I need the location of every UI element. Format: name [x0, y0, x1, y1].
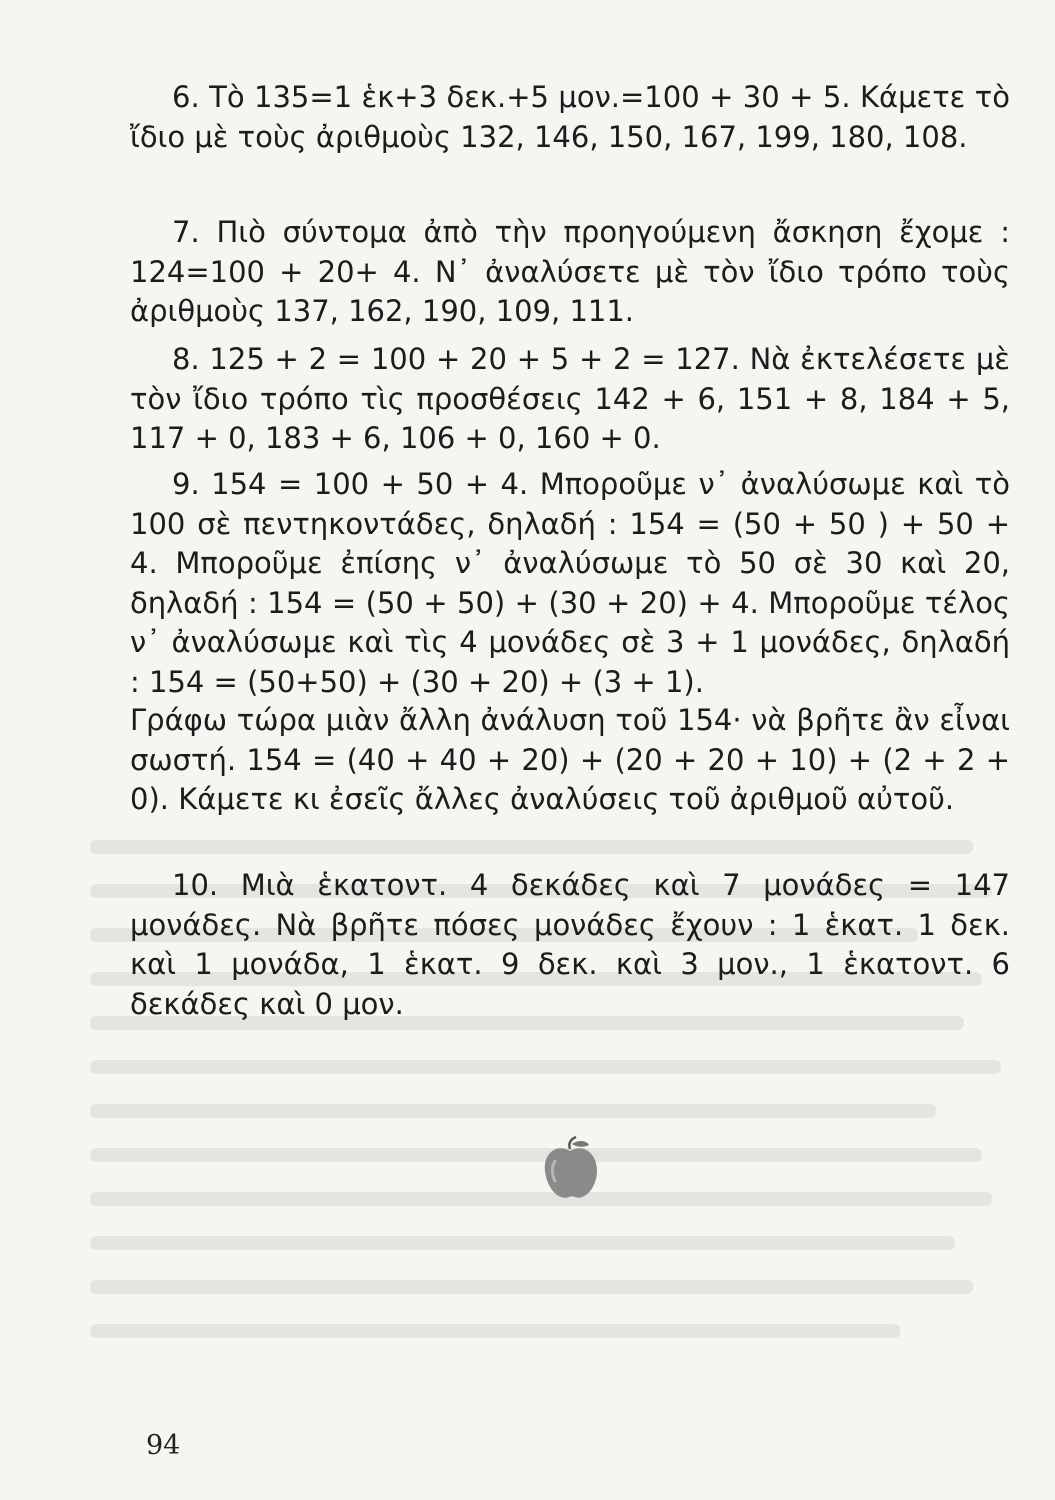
exercise-9: 9. 154 = 100 + 50 + 4. Μποροῦμε ν᾽ ἀναλύσωμε καὶ τὸ 100 σὲ πεντηκοντάδες, δηλαδή : 154 = (50 + 50 ) + 50 + 4. Μποροῦμε ἐπίσης ν᾽ ἀναλύσωμε τὸ 50 σὲ 30 καὶ 20, δηλαδή : 154 = (50 + 50) + (30 + 20) + 4. Μποροῦμε τέλος ν᾽ ἀναλύσωμε καὶ τὶς 4 μονάδες σὲ 3 + 1 μονάδες, δηλαδή : 154 = (50+50) + (30 + 20) + (3 + 1). [130, 467, 1010, 699]
exercise-7: 7. Πιὸ σύντομα ἀπὸ τὴν προηγούμενη ἄσκηση ἔχομε : 124=100 + 20+ 4. Ν᾽ ἀναλύσετε μὲ τὸν ἴδιο τρόπο τοὺς ἀριθμοὺς 137, 162, 190, 109, 111. [130, 215, 1010, 328]
exercise-9-continuation: Γράφω τώρα μιὰν ἄλλη ἀνάλυση τοῦ 154· νὰ βρῆτε ἂν εἶναι σωστή. 154 = (40 + 40 + 20) + (20 + 20 + 10) + (2 + 2 + 0). Κάμετε κι ἐσεῖς ἄλλες ἀναλύσεις τοῦ ἀριθμοῦ αὐτοῦ. [130, 703, 1010, 816]
exercise-10: 10. Μιὰ ἑκατοντ. 4 δεκάδες καὶ 7 μονάδες = 147 μονάδες. Νὰ βρῆτε πόσες μονάδες ἔχουν : 1 ἑκατ. 1 δεκ. καὶ 1 μονάδα, 1 ἑκατ. 9 δεκ. καὶ 3 μον., 1 ἑκατοντ. 6 δεκάδες καὶ 0 μον. [130, 868, 1010, 1021]
exercise-6: 6. Τὸ 135=1 ἑκ+3 δεκ.+5 μον.=100 + 30 + 5. Κάμετε τὸ ἴδιο μὲ τοὺς ἀριθμοὺς 132, 146, 150, 167, 199, 180, 108. [130, 80, 1010, 154]
exercise-8: 8. 125 + 2 = 100 + 20 + 5 + 2 = 127. Νὰ ἐκτελέσετε μὲ τὸν ἴδιο τρόπο τὶς προσθέσεις 142 + 6, 151 + 8, 184 + 5, 117 + 0, 183 + 6, 106 + 0, 160 + 0. [130, 342, 1010, 455]
page-number: 94 [146, 1430, 181, 1461]
apple-icon [535, 1135, 605, 1205]
